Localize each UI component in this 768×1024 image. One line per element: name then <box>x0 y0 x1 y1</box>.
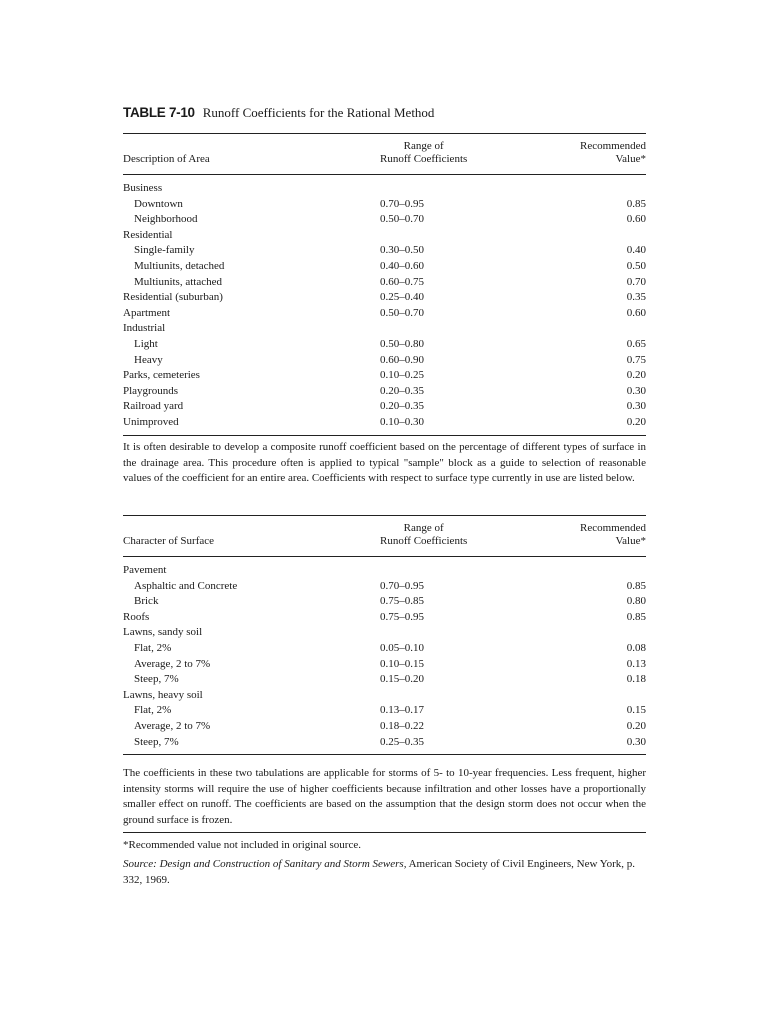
table-row <box>123 368 646 384</box>
row-label: Asphaltic and Concrete <box>134 579 238 592</box>
row-recommended-value: 0.08 <box>626 641 646 654</box>
row-range <box>380 175 530 197</box>
composite-coefficient-paragraph: It is often desirable to develop a composite runoff coefficient based on the percentage of different types of surface in the drainage area. This procedure often is applied to typical "sample" block as a guide to selection of reasonable values of the coefficient for an entire area. Coefficients with respect to surface type currently in use are listed below. <box>123 441 646 484</box>
table-row <box>123 688 646 704</box>
row-label: Residential <box>123 228 173 241</box>
row-range: 0.40–0.60 <box>380 259 424 272</box>
table-row <box>123 579 646 595</box>
row-recommended-value: 0.40 <box>626 244 646 257</box>
header-range <box>380 516 530 557</box>
row-label: Light <box>134 337 158 350</box>
row-label: Steep, 7% <box>134 673 179 686</box>
row-label: Steep, 7% <box>123 735 380 755</box>
row-label: Neighborhood <box>134 213 198 226</box>
row-range <box>380 228 530 244</box>
row-range: 0.05–0.10 <box>380 641 424 654</box>
row-recommended-value: 0.15 <box>626 704 646 717</box>
table-row <box>123 353 646 369</box>
row-label: Industrial <box>123 322 166 335</box>
row-range: 0.20–0.35 <box>380 384 424 397</box>
table-row <box>123 657 646 673</box>
row-label: Average, 2 to 7% <box>134 657 211 670</box>
source-publisher: American Society of Civil Engineers, New York, p. 332, 1969. <box>123 858 635 886</box>
row-range: 0.70–0.95 <box>380 197 424 210</box>
table-row <box>123 703 646 719</box>
row-range: 0.30–0.50 <box>380 244 424 257</box>
row-label: Residential (suburban) <box>123 291 223 304</box>
row-recommended-value: 0.20 <box>626 719 646 732</box>
table-row <box>123 610 646 626</box>
row-range <box>380 625 530 641</box>
row-label: Roofs <box>123 610 150 623</box>
row-recommended-value: 0.85 <box>626 610 646 623</box>
row-range: 0.50–0.70 <box>380 306 424 319</box>
row-range: 0.10–0.30 <box>380 415 530 435</box>
row-label: Railroad yard <box>123 400 184 413</box>
row-recommended-value: 0.60 <box>626 306 646 319</box>
header-recommended-line2: Value* <box>615 535 646 547</box>
row-label: Lawns, sandy soil <box>123 626 203 639</box>
row-label: Playgrounds <box>123 384 178 397</box>
table-row <box>123 197 646 213</box>
header-recommended-line1: Recommended <box>580 140 646 152</box>
row-recommended-value: 0.13 <box>626 657 646 670</box>
row-range: 0.70–0.95 <box>380 579 424 592</box>
table-row <box>123 228 646 244</box>
header-range-line2: Runoff Coefficients <box>380 153 468 165</box>
row-label: Flat, 2% <box>134 641 172 654</box>
row-recommended-value <box>530 625 646 641</box>
row-label: Multiunits, attached <box>134 275 222 288</box>
header-range-line1: Range of <box>403 140 444 152</box>
row-label: Lawns, heavy soil <box>123 688 203 701</box>
row-label: Unimproved <box>123 415 380 435</box>
header-description: Character of Surface <box>123 516 380 557</box>
applicability-paragraph: The coefficients in these two tabulations are applicable for storms of 5- to 10-year frequencies. Less frequent, higher intensity storms will require the use of higher coefficients because infiltration and other losses have a proportionally smaller effect on runoff. The coefficients are based on the assumption that the design storm does not occur when the ground surface is frozen. <box>123 767 646 826</box>
row-label: Single-family <box>134 244 195 257</box>
row-recommended-value: 0.35 <box>626 291 646 304</box>
row-range <box>380 688 530 704</box>
row-range: 0.25–0.40 <box>380 291 424 304</box>
notes-divider <box>123 832 646 833</box>
table-row <box>123 290 646 306</box>
table-row <box>123 735 646 755</box>
row-range: 0.50–0.70 <box>380 213 424 226</box>
header-range-line2: Runoff Coefficients <box>380 535 468 547</box>
table-number: TABLE 7-10 <box>123 105 195 120</box>
row-label: Heavy <box>134 353 163 366</box>
table-header-row <box>123 134 646 175</box>
table-row <box>123 306 646 322</box>
row-range: 0.25–0.35 <box>380 735 530 755</box>
row-recommended-value: 0.50 <box>626 259 646 272</box>
row-recommended-value: 0.75 <box>626 353 646 366</box>
header-recommended <box>530 134 646 175</box>
row-range: 0.50–0.80 <box>380 337 424 350</box>
row-label: Pavement <box>123 564 167 576</box>
row-recommended-value: 0.30 <box>530 735 646 755</box>
row-range <box>380 321 530 337</box>
table-row <box>123 275 646 291</box>
row-recommended-value: 0.85 <box>626 579 646 592</box>
row-recommended-value <box>530 175 646 197</box>
header-range <box>380 134 530 175</box>
row-recommended-value: 0.85 <box>626 197 646 210</box>
table-row <box>123 625 646 641</box>
table-header-row <box>123 516 646 557</box>
row-recommended-value: 0.30 <box>626 384 646 397</box>
row-range: 0.18–0.22 <box>380 719 424 732</box>
row-recommended-value: 0.70 <box>626 275 646 288</box>
table-row <box>123 557 646 579</box>
table-row <box>123 719 646 735</box>
table-row <box>123 399 646 415</box>
table-row <box>123 337 646 353</box>
table-row <box>123 594 646 610</box>
runoff-coefficients-by-area-table <box>123 133 646 436</box>
row-recommended-value: 0.20 <box>626 369 646 382</box>
row-label: Parks, cemeteries <box>123 369 200 382</box>
row-label: Apartment <box>123 306 171 319</box>
row-recommended-value: 0.30 <box>626 400 646 413</box>
row-recommended-value <box>530 688 646 704</box>
row-range <box>380 557 530 579</box>
table-row <box>123 415 646 435</box>
row-range: 0.75–0.85 <box>380 595 424 608</box>
row-range: 0.13–0.17 <box>380 704 424 717</box>
runoff-coefficients-by-surface-table <box>123 515 646 755</box>
table-body <box>123 557 646 755</box>
row-recommended-value: 0.80 <box>626 595 646 608</box>
row-label: Brick <box>134 595 159 608</box>
source-citation <box>123 857 646 888</box>
table-row <box>123 175 646 197</box>
row-label: Average, 2 to 7% <box>134 719 211 732</box>
row-recommended-value: 0.20 <box>530 415 646 435</box>
row-range: 0.15–0.20 <box>380 673 424 686</box>
table-body <box>123 175 646 436</box>
row-recommended-value: 0.18 <box>626 673 646 686</box>
source-lead: Source: <box>123 858 157 870</box>
row-label: Multiunits, detached <box>134 259 225 272</box>
row-recommended-value: 0.60 <box>626 213 646 226</box>
row-label: Downtown <box>134 197 183 210</box>
source-title: Design and Construction of Sanitary and Storm Sewers, <box>159 858 407 870</box>
header-recommended <box>530 516 646 557</box>
row-recommended-value <box>530 557 646 579</box>
table-row <box>123 672 646 688</box>
row-range: 0.10–0.25 <box>380 369 424 382</box>
table-row <box>123 243 646 259</box>
row-range: 0.20–0.35 <box>380 400 424 413</box>
header-range-line1: Range of <box>403 522 444 534</box>
header-description: Description of Area <box>123 134 380 175</box>
row-label: Business <box>123 182 163 194</box>
table-row <box>123 321 646 337</box>
row-range: 0.75–0.95 <box>380 610 424 623</box>
row-recommended-value: 0.65 <box>626 337 646 350</box>
header-recommended-line1: Recommended <box>580 522 646 534</box>
row-label: Flat, 2% <box>134 704 172 717</box>
table-row <box>123 641 646 657</box>
row-range: 0.60–0.75 <box>380 275 424 288</box>
table-title: Runoff Coefficients for the Rational Method <box>202 105 435 120</box>
row-range: 0.10–0.15 <box>380 657 424 670</box>
table-row <box>123 212 646 228</box>
row-recommended-value <box>530 228 646 244</box>
header-recommended-line2: Value* <box>615 153 646 165</box>
footnote: *Recommended value not included in original source. <box>123 839 361 851</box>
table-row <box>123 259 646 275</box>
table-caption <box>123 105 434 121</box>
table-row <box>123 384 646 400</box>
row-range: 0.60–0.90 <box>380 353 424 366</box>
row-recommended-value <box>530 321 646 337</box>
